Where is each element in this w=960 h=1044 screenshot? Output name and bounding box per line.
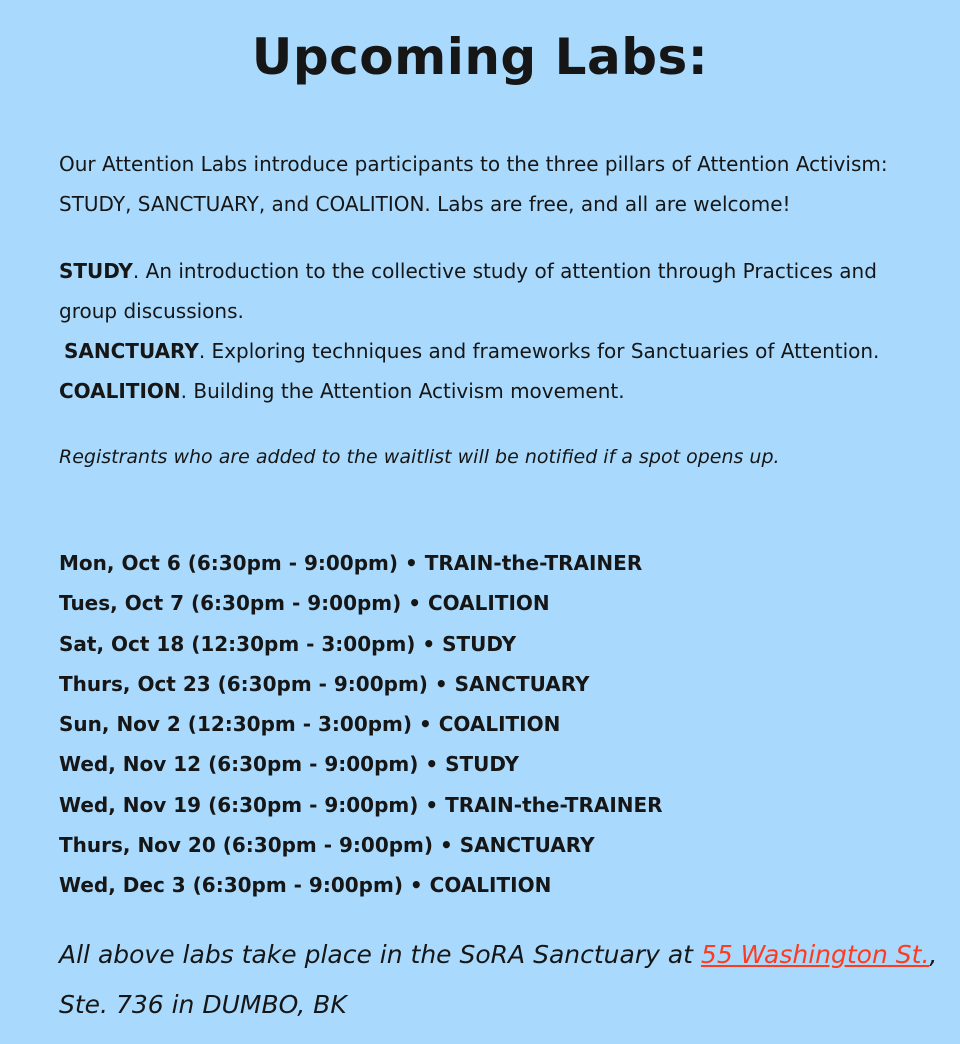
pillar-description: . Building the Attention Activism movement. (180, 379, 625, 403)
schedule-item: Wed, Nov 12 (6:30pm - 9:00pm) • STUDY (59, 752, 519, 777)
schedule-item: Tues, Oct 7 (6:30pm - 9:00pm) • COALITION (59, 591, 550, 616)
pillar-name: COALITION (59, 379, 181, 403)
pillars-list (59, 251, 939, 411)
pillar-coalition (59, 371, 939, 411)
schedule-list (59, 543, 663, 906)
intro-paragraph: Our Attention Labs introduce participants to the three pillars of Attention Activism: STUDY, SANCTUARY, and COALITION. Labs are free, and all are welcome! (59, 152, 888, 216)
schedule-item: Wed, Dec 3 (6:30pm - 9:00pm) • COALITION (59, 873, 552, 898)
schedule-item: Sun, Nov 2 (12:30pm - 3:00pm) • COALITION (59, 712, 561, 737)
pillar-study (59, 251, 939, 331)
location-text-before: All above labs take place in the SoRA Sanctuary at (59, 940, 701, 969)
schedule-item: Thurs, Oct 23 (6:30pm - 9:00pm) • SANCTUARY (59, 671, 590, 696)
schedule-item: Thurs, Nov 20 (6:30pm - 9:00pm) • SANCTUARY (59, 833, 595, 858)
pillar-description: . Exploring techniques and frameworks for Sanctuaries of Attention. (198, 339, 880, 363)
pillar-name: SANCTUARY (64, 339, 199, 363)
schedule-item: Sat, Oct 18 (12:30pm - 3:00pm) • STUDY (59, 631, 517, 656)
pillar-sanctuary (59, 331, 939, 371)
page-title: Upcoming Labs: (251, 28, 709, 86)
waitlist-note: Registrants who are added to the waitlist will be notified if a spot opens up. (59, 446, 780, 468)
schedule-item: Mon, Oct 6 (6:30pm - 9:00pm) • TRAIN-the-TRAINER (59, 551, 643, 575)
location-note (59, 930, 939, 1030)
pillar-name: STUDY (59, 259, 133, 283)
location-text-after: , Ste. 736 in DUMBO, BK (59, 940, 938, 1019)
pillar-description: . An introduction to the collective study of attention through Practices and group discussions. (59, 259, 877, 323)
schedule-item: Wed, Nov 19 (6:30pm - 9:00pm) • TRAIN-the-TRAINER (59, 792, 663, 817)
address-link[interactable]: 55 Washington St. (700, 940, 930, 969)
